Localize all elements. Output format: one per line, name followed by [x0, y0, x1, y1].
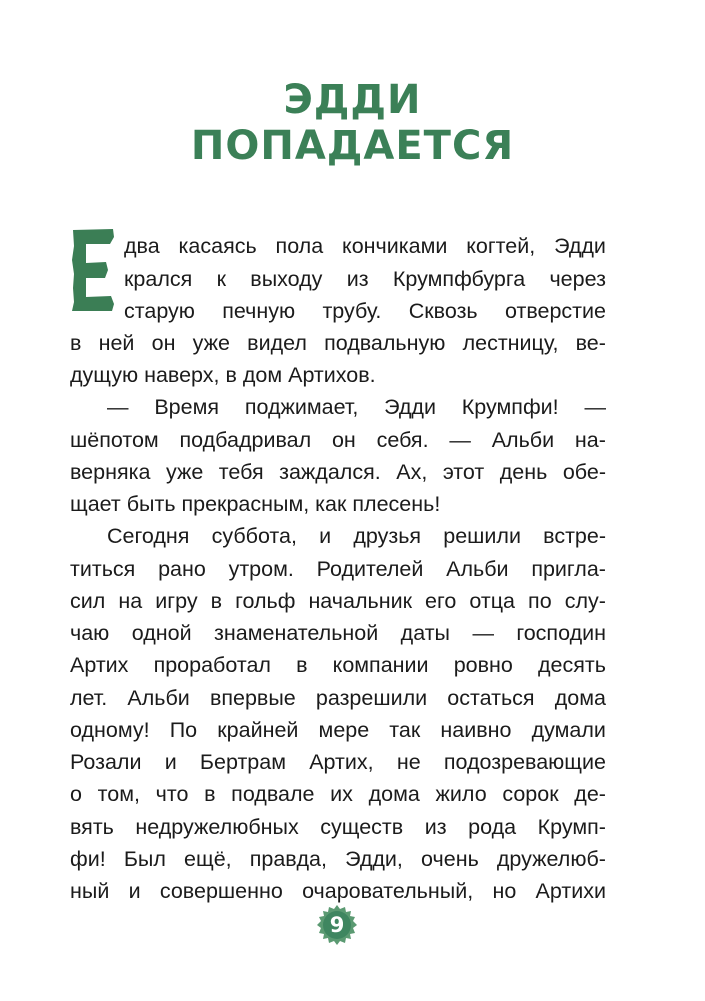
- body-text-line: дущую наверх, в дом Артихов.: [70, 363, 376, 387]
- body-text-line: о том, что в подвале их дома жило сорок де-: [70, 782, 606, 806]
- body-text-line: фи! Был ещё, правда, Эдди, очень дружелюб-: [70, 847, 606, 871]
- body-text-line: титься рано утром. Родителей Альби пригла-: [70, 557, 606, 581]
- drop-cap-letter: [70, 228, 116, 312]
- body-text-line: Сегодня суббота, и друзья решили встре-: [107, 524, 606, 548]
- body-text-line: чаю одной знаменательной даты — господин: [70, 621, 606, 645]
- body-text-line: щает быть прекрасным, как плесень!: [70, 492, 441, 516]
- body-text-line: Розали и Бертрам Артих, не подозревающие: [70, 750, 606, 774]
- body-text-line: Артих проработал в компании ровно десять: [70, 653, 606, 677]
- body-text-line: одному! По крайней мере так наивно думали: [70, 718, 606, 742]
- body-text-line: крался к выходу из Крумпфбурга через: [124, 267, 606, 291]
- page-number: 9: [329, 913, 345, 937]
- body-text-line: ный и совершенно очаровательный, но Артихи: [70, 879, 606, 903]
- body-text-line: верняка уже тебя заждался. Ах, этот день обе-: [70, 460, 606, 484]
- body-text-line: два касаясь пола кончиками когтей, Эдди: [124, 234, 606, 258]
- body-text-line: шёпотом подбадривал он себя. — Альби на-: [70, 428, 606, 452]
- chapter-title-line-1: ЭДДИ: [283, 77, 422, 123]
- body-text-line: старую печную трубу. Сквозь отверстие: [124, 299, 606, 323]
- body-text-line: вять недружелюбных существ из рода Крумп-: [70, 815, 606, 839]
- body-text-line: лет. Альби впервые разрешили остаться дома: [70, 686, 606, 710]
- chapter-title-line-2: ПОПАДАЕТСЯ: [190, 123, 515, 169]
- body-text-line: — Время поджимает, Эдди Крумпфи! —: [107, 395, 606, 419]
- body-text-line: в ней он уже видел подвальную лестницу, ве-: [70, 331, 606, 355]
- body-text-line: сил на игру в гольф начальник его отца по слу-: [70, 589, 606, 613]
